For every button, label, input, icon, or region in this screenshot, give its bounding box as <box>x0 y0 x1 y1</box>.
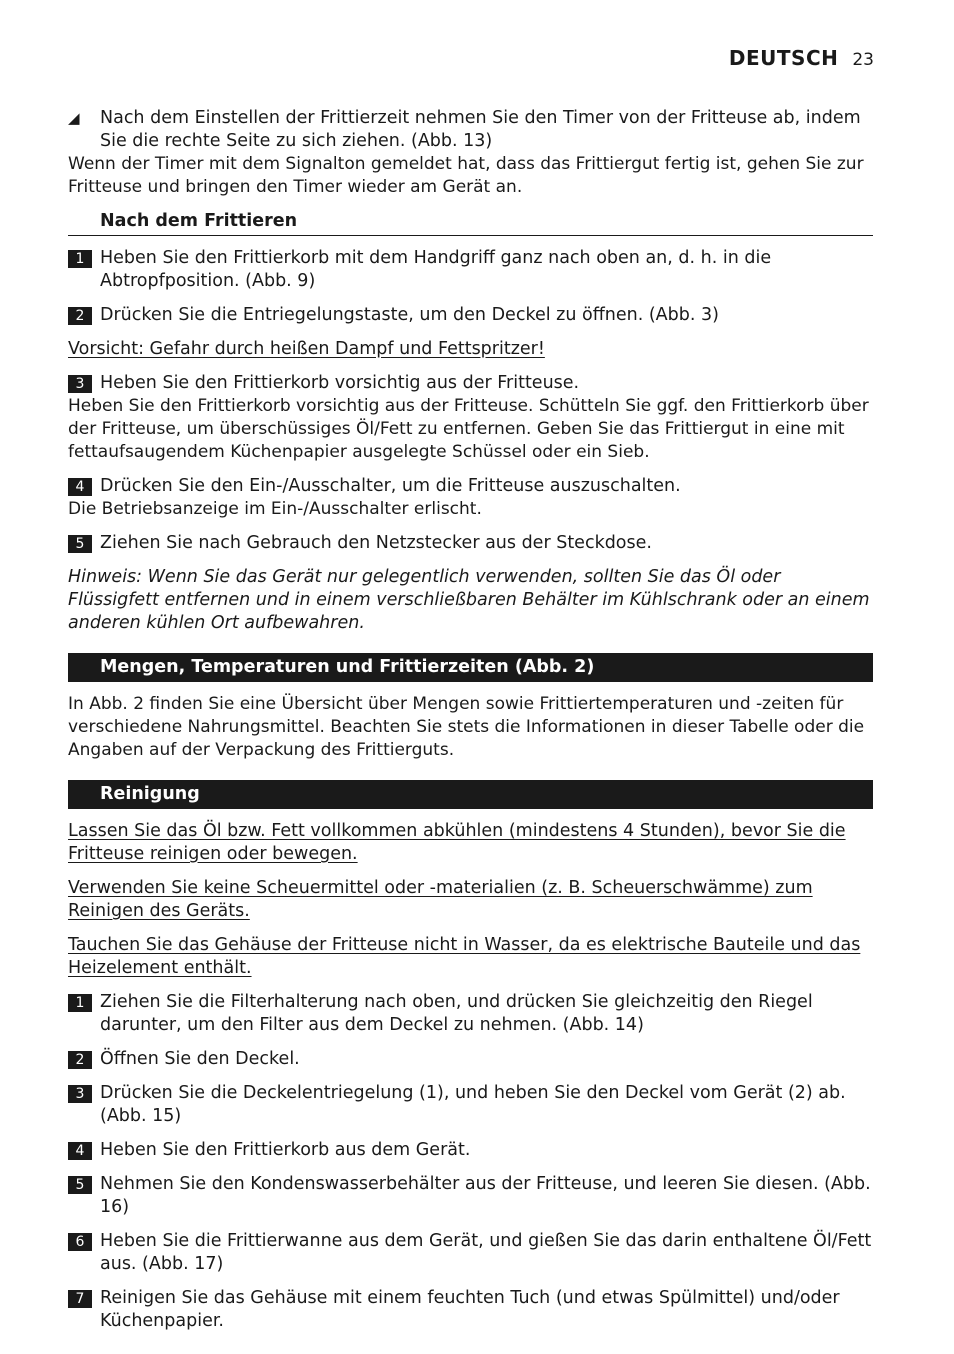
step-number: 3 <box>68 1085 92 1103</box>
cleaning-warning-1: Lassen Sie das Öl bzw. Fett vollkommen abkühlen (mindestens 4 Stunden), bevor Sie die Fritteuse reinigen oder bewegen. <box>68 821 846 864</box>
cleaning-step-5 <box>68 1173 873 1219</box>
step-number: 1 <box>68 994 92 1012</box>
step-description: Die Betriebsanzeige im Ein-/Ausschalter erlischt. <box>68 499 482 519</box>
step-text: Ziehen Sie die Filterhalterung nach oben, und drücken Sie gleichzeitig den Riegel darunter, um den Filter aus dem Deckel zu nehmen. (Abb. 14) <box>100 992 813 1035</box>
intro-step-text: Nach dem Einstellen der Frittierzeit nehmen Sie den Timer von der Fritteuse ab, indem Sie die rechte Seite zu sich ziehen. (Abb. 13) <box>100 108 861 151</box>
section-heading-quantities: Mengen, Temperaturen und Frittierzeiten (Abb. 2) <box>68 653 873 682</box>
after-frying-step-5 <box>68 532 873 555</box>
after-frying-step-3 <box>68 372 873 395</box>
step-text: Heben Sie den Frittierkorb aus dem Gerät. <box>100 1140 471 1160</box>
after-frying-step-2 <box>68 304 873 327</box>
step-text: Drücken Sie die Entriegelungstaste, um den Deckel zu öffnen. (Abb. 3) <box>100 305 719 325</box>
step-number: 1 <box>68 250 92 268</box>
language-label: DEUTSCH <box>728 46 839 70</box>
cleaning-warning-3: Tauchen Sie das Gehäuse der Fritteuse nicht in Wasser, da es elektrische Bauteile und das Heizelement enthält. <box>68 935 861 978</box>
step-text: Heben Sie die Frittierwanne aus dem Gerät, und gießen Sie das darin enthaltene Öl/Fett aus. (Abb. 17) <box>100 1231 872 1274</box>
cleaning-step-3 <box>68 1082 873 1128</box>
triangle-bullet-icon: ◢ <box>68 109 80 127</box>
page-number: 23 <box>852 50 874 70</box>
step-description: Heben Sie den Frittierkorb vorsichtig aus der Fritteuse. Schütteln Sie ggf. den Frittierkorb über der Fritteuse, um überschüssiges Öl/Fett zu entfernen. Geben Sie das Frittiergut in eine mit fettaufsaugendem Küchenpapier ausgelegte Schüssel oder ein Sieb. <box>68 396 869 462</box>
page-header <box>729 47 874 72</box>
note-text: Hinweis: Wenn Sie das Gerät nur gelegentlich verwenden, sollten Sie das Öl oder Flüssigfett entfernen und in einem verschließbaren Behälter im Kühlschrank oder an einem anderen kühlen Ort aufbewahren. <box>68 567 870 633</box>
after-frying-step-1 <box>68 247 873 293</box>
step-text: Drücken Sie die Deckelentriegelung (1), und heben Sie den Deckel vom Gerät (2) ab. (Abb. 15) <box>100 1083 846 1126</box>
step-text: Ziehen Sie nach Gebrauch den Netzstecker aus der Steckdose. <box>100 533 652 553</box>
step-number: 5 <box>68 1176 92 1194</box>
step-number: 3 <box>68 375 92 393</box>
cleaning-step-4 <box>68 1139 873 1162</box>
step-text: Drücken Sie den Ein-/Ausschalter, um die Fritteuse auszuschalten. <box>100 476 681 496</box>
step-number: 7 <box>68 1290 92 1308</box>
quantities-text: In Abb. 2 finden Sie eine Übersicht über Mengen sowie Frittiertemperaturen und -zeiten für verschiedene Nahrungsmittel. Beachten Sie stets die Informationen in dieser Tabelle oder die Angaben auf der Verpackung des Frittierguts. <box>68 694 865 760</box>
step-number: 6 <box>68 1233 92 1251</box>
section-heading-after-frying: Nach dem Frittieren <box>68 210 873 236</box>
cleaning-warning-2: Verwenden Sie keine Scheuermittel oder -materialien (z. B. Scheuerschwämme) zum Reinigen des Geräts. <box>68 878 813 921</box>
intro-step <box>68 107 873 153</box>
step-text: Öffnen Sie den Deckel. <box>100 1049 300 1069</box>
after-frying-step-4 <box>68 475 873 498</box>
step-number: 4 <box>68 478 92 496</box>
page-content <box>68 107 873 1333</box>
section-heading-cleaning: Reinigung <box>68 780 873 809</box>
intro-text: Wenn der Timer mit dem Signalton gemeldet hat, dass das Frittiergut fertig ist, gehen Sie zur Fritteuse und bringen den Timer wieder am Gerät an. <box>68 154 864 197</box>
step-text: Nehmen Sie den Kondenswasserbehälter aus der Fritteuse, und leeren Sie diesen. (Abb. 16) <box>100 1174 871 1217</box>
step-number: 4 <box>68 1142 92 1160</box>
step-number: 2 <box>68 1051 92 1069</box>
cleaning-step-2 <box>68 1048 873 1071</box>
step-text: Reinigen Sie das Gehäuse mit einem feuchten Tuch (und etwas Spülmittel) und/oder Küchenpapier. <box>100 1288 840 1331</box>
step-text: Heben Sie den Frittierkorb vorsichtig aus der Fritteuse. <box>100 373 580 393</box>
step-text: Heben Sie den Frittierkorb mit dem Handgriff ganz nach oben an, d. h. in die Abtropfposition. (Abb. 9) <box>100 248 772 291</box>
cleaning-step-7 <box>68 1287 873 1333</box>
caution-text: Vorsicht: Gefahr durch heißen Dampf und Fettspritzer! <box>68 339 545 359</box>
step-number: 5 <box>68 535 92 553</box>
step-number: 2 <box>68 307 92 325</box>
cleaning-step-1 <box>68 991 873 1037</box>
cleaning-step-6 <box>68 1230 873 1276</box>
